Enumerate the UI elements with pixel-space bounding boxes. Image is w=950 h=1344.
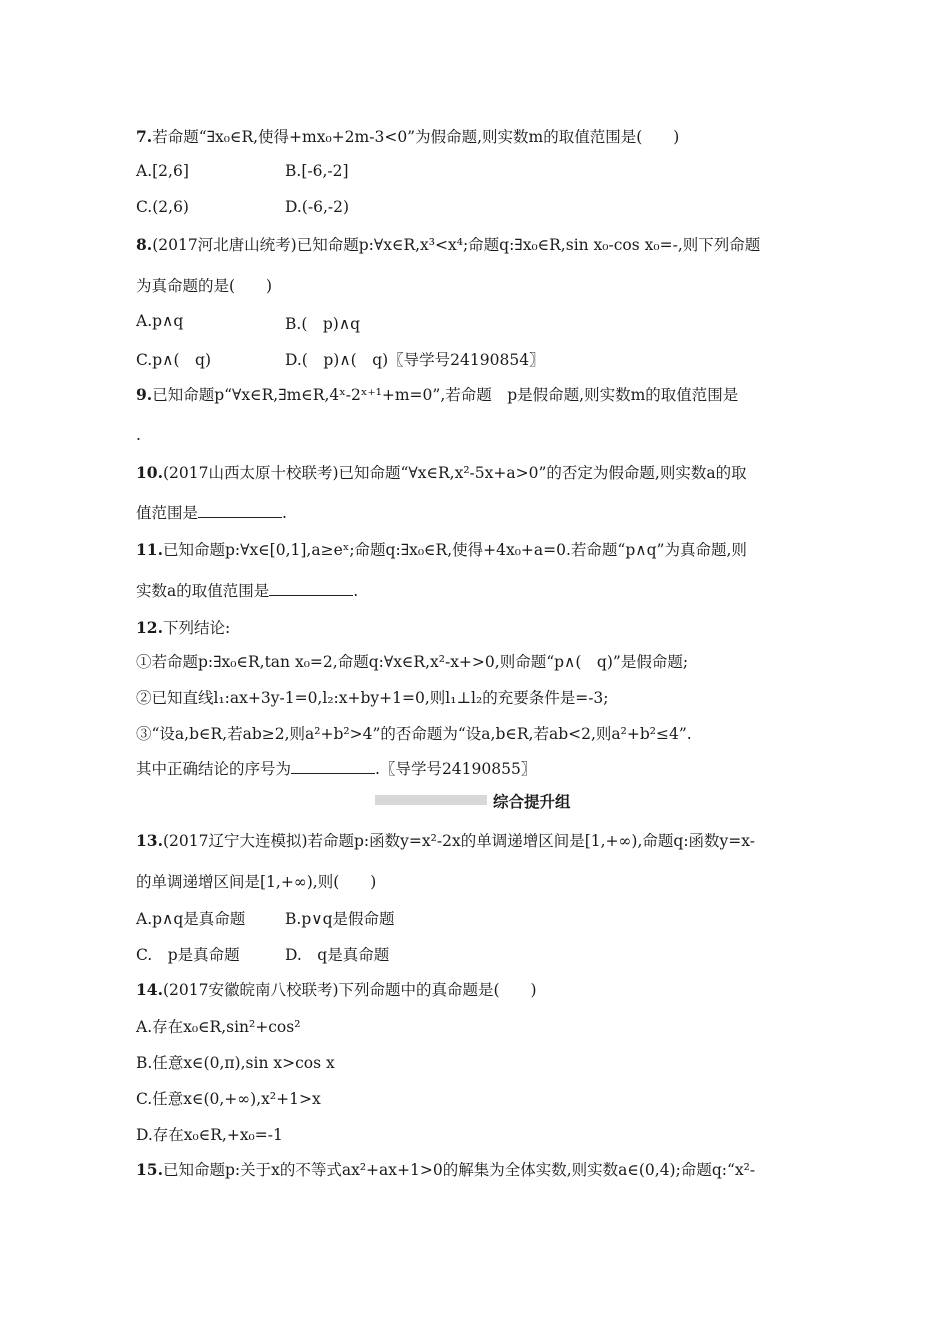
- stem-text: 值范围是: [136, 504, 199, 522]
- option-a: A.p∧q是真命题: [136, 910, 246, 928]
- question-14: [136, 979, 830, 1001]
- section-header: [375, 790, 615, 810]
- question-stem: (2017辽宁大连模拟)若命题p:函数y=x²-2x的单调递增区间是[1,+∞),命题q:函数y=x-: [162, 832, 755, 850]
- option-b: B.任意x∈(0,π),sin x>cos x: [136, 1054, 335, 1072]
- question-11: [136, 539, 830, 561]
- question-10: [136, 462, 830, 484]
- option-a: A.p∧q: [136, 312, 184, 330]
- option-d: D. q是真命题: [285, 946, 390, 964]
- question-8: [136, 234, 830, 256]
- option-a: A.存在x₀∈R,sin²+cos²: [136, 1018, 301, 1036]
- question-stem: 已知命题p:∀x∈[0,1],a≥eˣ;命题q:∃x₀∈R,使得+4x₀+a=0.若命题“p∧q”为真命题,则: [162, 541, 747, 559]
- option-d: D.存在x₀∈R,+x₀=-1: [136, 1126, 283, 1144]
- question-7: [136, 126, 830, 148]
- question-9: [136, 384, 830, 406]
- question-stem: (2017山西太原十校联考)已知命题“∀x∈R,x²-5x+a>0”的否定为假命题,则实数a的取: [162, 464, 747, 482]
- option-d: D.(-6,-2): [285, 198, 350, 216]
- question-number: 8.: [136, 235, 153, 254]
- option-c: C. p是真命题: [136, 946, 240, 964]
- question-stem-cont: 的单调递增区间是[1,+∞),则( ): [136, 873, 377, 891]
- question-stem: (2017河北唐山统考)已知命题p:∀x∈R,x³<x⁴;命题q:∃x₀∈R,sin x₀-cos x₀=-,则下列命题: [152, 236, 761, 254]
- stem-text: .〖导学号24190855〗: [375, 760, 537, 778]
- conclusion-line: [136, 758, 830, 780]
- question-stem: (2017安徽皖南八校联考)下列命题中的真命题是( ): [162, 981, 537, 999]
- question-15: [136, 1159, 830, 1181]
- question-number: 12.: [136, 618, 163, 637]
- question-number: 10.: [136, 463, 163, 482]
- stem-text: 实数a的取值范围是: [136, 582, 270, 600]
- question-stem-cont: [136, 580, 830, 602]
- option-c: C.任意x∈(0,+∞),x²+1>x: [136, 1090, 321, 1108]
- stem-text: .: [282, 504, 287, 522]
- question-number: 15.: [136, 1160, 163, 1179]
- question-number: 7.: [136, 127, 153, 146]
- question-stem-cont: .: [136, 426, 141, 444]
- option-b: B.p∨q是假命题: [285, 910, 395, 928]
- section-title: 综合提升组: [493, 793, 571, 811]
- stem-text: .: [353, 582, 359, 600]
- option-b: B.[-6,-2]: [285, 162, 349, 180]
- question-number: 11.: [136, 540, 163, 559]
- option-d: D.( p)∧( q)〖导学号24190854〗: [285, 351, 545, 369]
- question-stem: 下列结论:: [162, 619, 231, 637]
- statement-1: ①若命题p:∃x₀∈R,tan x₀=2,命题q:∀x∈R,x²-x+>0,则命题“p∧( q)”是假命题;: [136, 653, 689, 671]
- question-12: [136, 617, 830, 639]
- answer-blank[interactable]: [269, 581, 353, 596]
- question-stem-cont: [136, 502, 830, 524]
- question-stem-cont: 为真命题的是( ): [136, 277, 273, 295]
- answer-blank[interactable]: [291, 759, 375, 774]
- option-b: B.( p)∧q: [285, 315, 361, 333]
- option-c: C.(2,6): [136, 198, 189, 216]
- option-c: C.p∧( q): [136, 351, 212, 369]
- statement-3: ③“设a,b∈R,若ab≥2,则a²+b²>4”的否命题为“设a,b∈R,若ab<2,则a²+b²≤4”.: [136, 725, 692, 743]
- statement-2: ②已知直线l₁:ax+3y-1=0,l₂:x+by+1=0,则l₁⊥l₂的充要条件是=-3;: [136, 689, 609, 707]
- question-13: [136, 830, 830, 852]
- question-number: 14.: [136, 980, 163, 999]
- question-number: 13.: [136, 831, 163, 850]
- question-stem: 已知命题p:关于x的不等式ax²+ax+1>0的解集为全体实数,则实数a∈(0,4);命题q:“x²-: [162, 1161, 756, 1179]
- question-stem: 已知命题p“∀x∈R,∃m∈R,4ˣ-2ˣ⁺¹+m=0”,若命题 p是假命题,则实数m的取值范围是: [152, 386, 739, 404]
- stem-text: 其中正确结论的序号为: [136, 760, 292, 778]
- answer-blank[interactable]: [198, 503, 282, 518]
- section-bar: [375, 795, 487, 805]
- question-stem: 若命题“∃x₀∈R,使得+mx₀+2m-3<0”为假命题,则实数m的取值范围是( ): [152, 128, 680, 146]
- question-number: 9.: [136, 385, 153, 404]
- option-a: A.[2,6]: [136, 162, 189, 180]
